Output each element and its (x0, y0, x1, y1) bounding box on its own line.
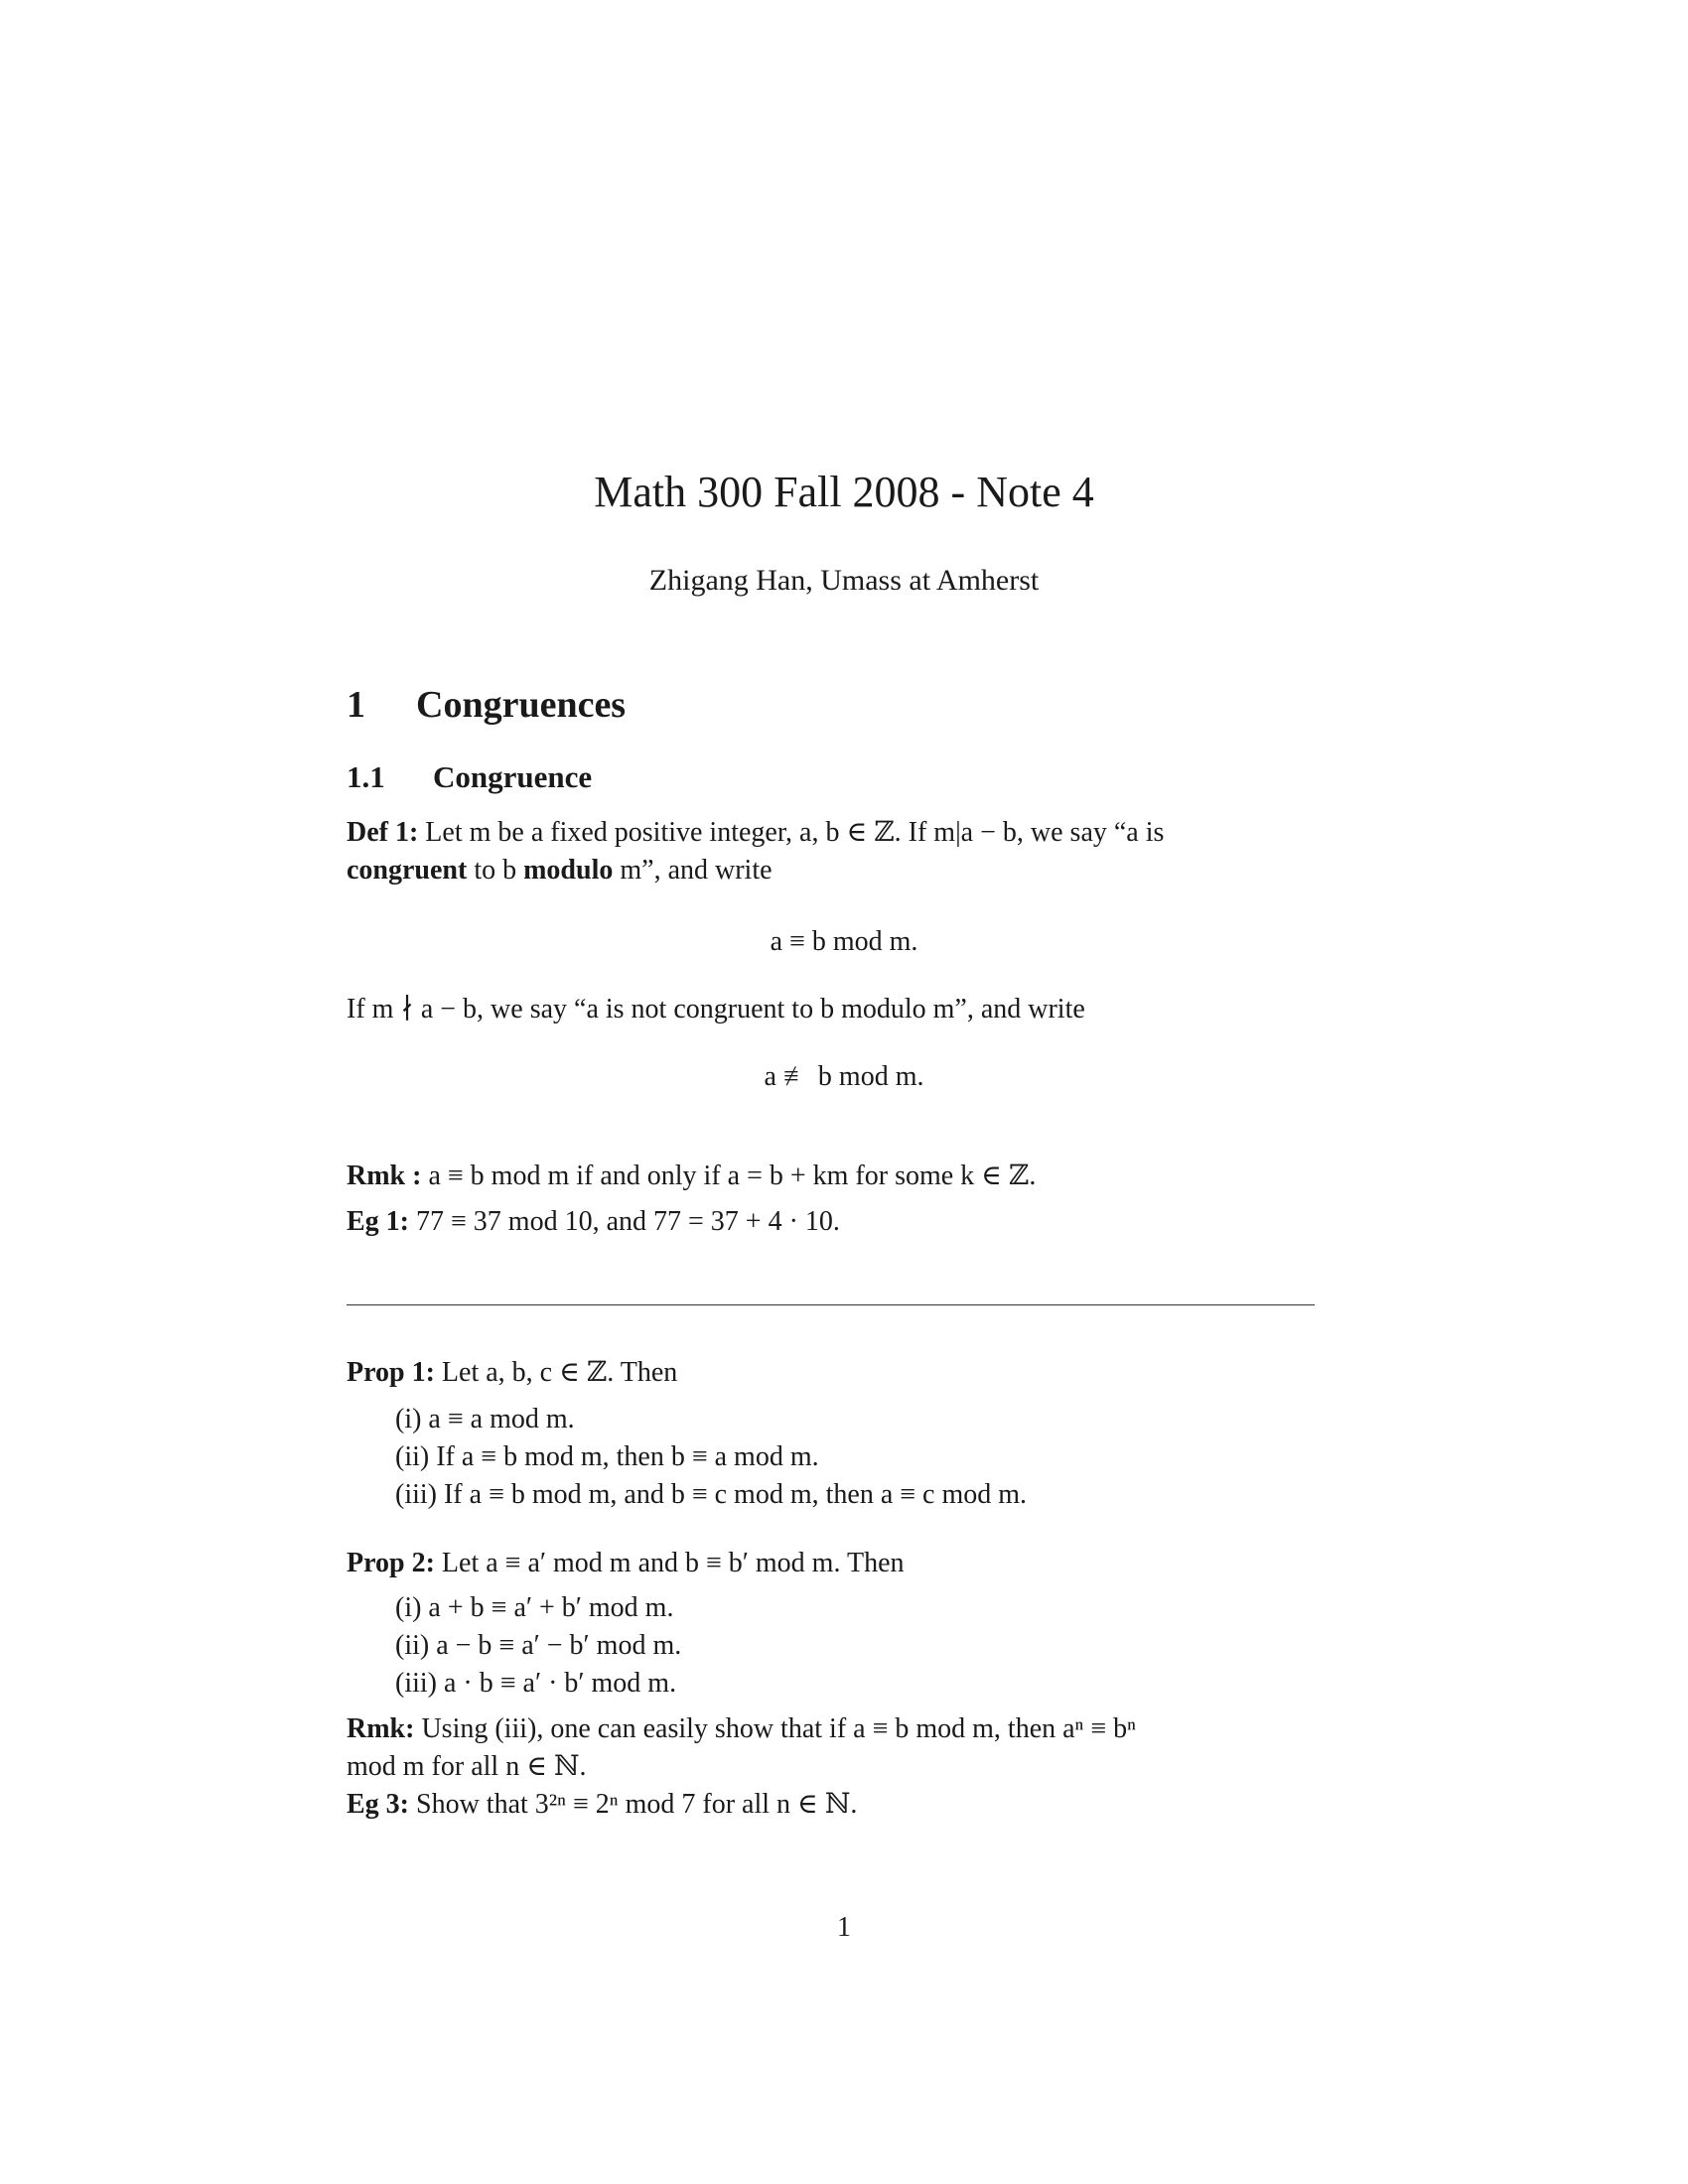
def1-line2-mid: to b (474, 855, 517, 886)
example-3-label: Eg 3: (347, 1789, 409, 1820)
remark-2-line2: mod m for all n ∈ ℕ. (347, 1751, 587, 1782)
def1-equation-not-congruent: a ≢ b mod m. (764, 1061, 924, 1092)
def1-term-modulo: modulo (523, 855, 614, 886)
def1-equation-congruent: a ≡ b mod m. (770, 926, 918, 957)
subsection-title: Congruence (433, 759, 593, 794)
proposition-1-label: Prop 1: (347, 1357, 435, 1388)
horizontal-rule (347, 1304, 1315, 1305)
example-3-text: Show that 3²ⁿ ≡ 2ⁿ mod 7 for all n ∈ ℕ. (416, 1789, 858, 1820)
example-3 (347, 1788, 857, 1822)
proposition-2 (347, 1547, 905, 1580)
subsection-number: 1.1 (347, 759, 385, 794)
proposition-1-item: (iii) If a ≡ b mod m, and b ≡ c mod m, then a ≡ c mod m. (395, 1479, 1028, 1510)
section-number: 1 (347, 684, 365, 726)
subsection-heading (347, 759, 592, 795)
section-title: Congruences (416, 684, 627, 726)
example-1-text: 77 ≡ 37 mod 10, and 77 = 37 + 4 · 10. (416, 1206, 840, 1237)
proposition-2-item: (ii) a − b ≡ a′ − b′ mod m. (395, 1630, 682, 1661)
document-title: Math 300 Fall 2008 - Note 4 (594, 468, 1094, 516)
remark-1-label: Rmk : (347, 1160, 422, 1191)
example-1 (347, 1205, 840, 1239)
proposition-1-text: Let a, b, c ∈ ℤ. Then (441, 1357, 678, 1388)
proposition-2-item: (i) a + b ≡ a′ + b′ mod m. (395, 1592, 674, 1623)
proposition-2-text: Let a ≡ a′ mod m and b ≡ b′ mod m. Then (441, 1548, 905, 1578)
remark-2-label: Rmk: (347, 1713, 415, 1744)
def1-line2 (347, 854, 773, 887)
def1-line3: If m ∤ a − b, we say “a is not congruent to b modulo m”, and write (347, 994, 1085, 1024)
proposition-1-item: (ii) If a ≡ b mod m, then b ≡ a mod m. (395, 1441, 819, 1472)
def1-label: Def 1: (347, 817, 419, 848)
def1-line1 (347, 816, 1164, 850)
remark-1-text: a ≡ b mod m if and only if a = b + km for some k ∈ ℤ. (428, 1160, 1037, 1191)
def1-term-congruent: congruent (347, 855, 468, 886)
document-author: Zhigang Han, Umass at Amherst (648, 564, 1040, 597)
proposition-1-item: (i) a ≡ a mod m. (395, 1404, 575, 1434)
example-1-label: Eg 1: (347, 1206, 409, 1237)
proposition-1 (347, 1356, 677, 1390)
def1-line2-end: m”, and write (620, 855, 773, 886)
section-heading (347, 683, 626, 727)
proposition-2-item: (iii) a · b ≡ a′ · b′ mod m. (395, 1668, 677, 1699)
remark-1 (347, 1160, 1036, 1193)
def1-text-line1: Let m be a fixed positive integer, a, b ∈ ℤ. If m|a − b, we say “a is (425, 817, 1165, 848)
proposition-2-label: Prop 2: (347, 1548, 435, 1578)
remark-2-line1: Using (iii), one can easily show that if a ≡ b mod m, then aⁿ ≡ bⁿ (421, 1713, 1136, 1744)
page-number: 1 (837, 1912, 851, 1943)
remark-2 (347, 1712, 1136, 1746)
